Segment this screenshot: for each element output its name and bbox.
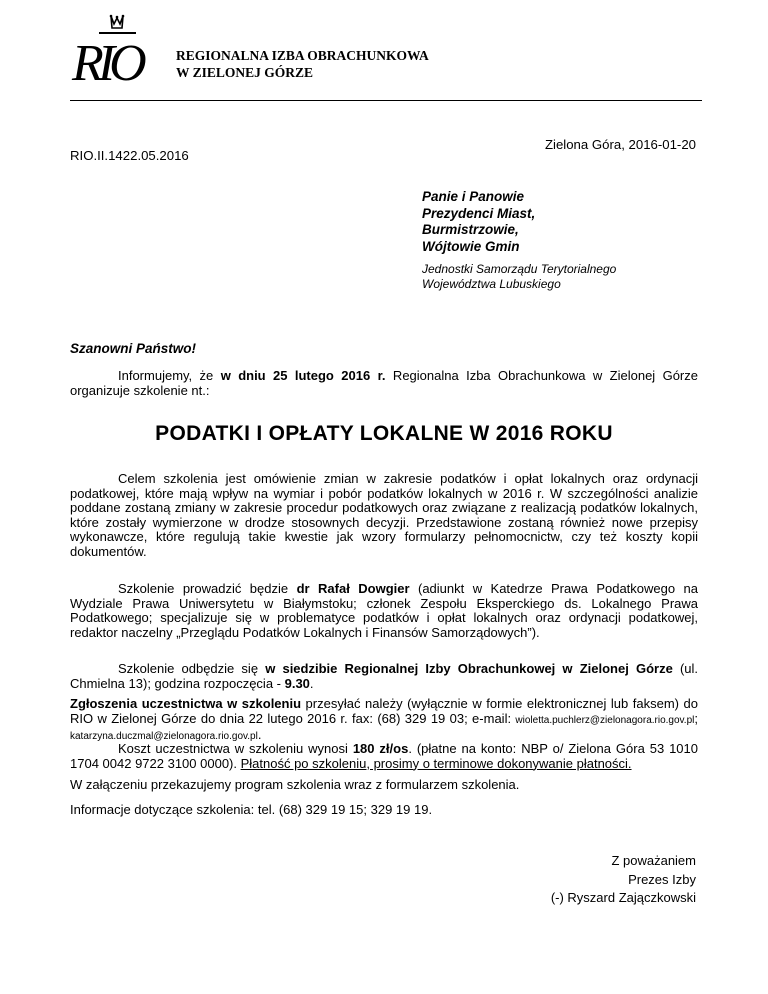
recipient-line: Burmistrzowie, [422, 222, 519, 237]
recipient-sub-line: Jednostki Samorządu Terytorialnego [422, 262, 617, 276]
reference-number: RIO.II.1422.05.2016 [70, 148, 189, 163]
email-separator: ; [694, 710, 698, 726]
trainer-name: dr Rafał Dowgier [296, 581, 410, 596]
organization-name [176, 47, 429, 81]
intro-text-end: Regionalna Izba Obrachunkowa w Zielonej Górze organizuje szkolenie nt.: [70, 368, 698, 398]
recipient-block [422, 189, 535, 255]
intro-text: Informujemy, że [118, 368, 221, 383]
cost-text: Koszt uczestnictwa w szkoleniu wynosi [118, 741, 353, 756]
start-time: 9.30 [284, 675, 310, 691]
intro-paragraph [70, 369, 698, 398]
cost-amount: 180 zł/os [352, 741, 409, 756]
training-title: PODATKI I OPŁATY LOKALNE W 2016 ROKU [155, 422, 613, 445]
recipient-line: Panie i Panowie [422, 189, 525, 204]
recipient-line: Prezydenci Miast, [422, 205, 536, 221]
signature-name: (-) Ryszard Zajączkowski [550, 890, 696, 905]
registration-paragraph [70, 697, 698, 745]
header-divider [70, 100, 702, 101]
venue-text: Szkolenie odbędzie się [118, 661, 266, 676]
org-line-2: W ZIELONEJ GÓRZE [176, 65, 314, 80]
signature-title: Prezes Izby [628, 871, 696, 887]
venue-address: (ul. Chmielna 13); godzina rozpoczęcia - [70, 661, 699, 691]
trainer-text: Szkolenie prowadzić będzie [118, 581, 297, 596]
place-date: Zielona Góra, 2016-01-20 [544, 137, 696, 152]
rio-logo [70, 12, 162, 104]
trainer-bio: (adiunkt w Katedrze Prawa Podatkowego na Wydziale Prawa Uniwersytetu w Białymstoku; członek Zespołu Eksperckiego ds. Lokalnego Prawa Podatkowego; specjalizuje się w problematyce podatków i opłat lokalnych oraz ordynacji podatkowej, redaktor naczelny „Przeglądu Podatków Lokalnych i Finansów Samorządowych”). [70, 581, 699, 640]
org-line-1: REGIONALNA IZBA OBRACHUNKOWA [176, 48, 429, 63]
logo-letters: RIO [72, 35, 141, 92]
attachment-paragraph: W załączeniu przekazujemy program szkolenia wraz z formularzem szkolenia. [70, 777, 520, 792]
signature-closing: Z poważaniem [611, 853, 696, 868]
venue-end: . [309, 675, 314, 691]
salutation: Szanowni Państwo! [70, 341, 197, 356]
purpose-paragraph: Celem szkolenia jest omówienie zmian w zakresie podatków i opłat lokalnych oraz ordynacji podatkowej, które mają wpływ na wymiar i pobór podatków lokalnych w 2016 r. W szczególności analizie poddane zostaną zmiany w zakresie procedur podatkowych oraz związane z realizacją podatków lokalnych, które zostały wymierzone w drodze stosownych decyzji. Przedstawione zostaną również nowe przepisy wykonawcze, które regulują takie kwestie jak wzory formularzy pełnomocnictw, czy też koszty kopii dokumentów. [70, 471, 698, 559]
cost-paragraph [70, 742, 698, 771]
info-paragraph: Informacje dotyczące szkolenia: tel. (68) 329 19 15; 329 19 19. [70, 802, 433, 817]
recipient-line: Wójtowie Gmin [422, 238, 520, 254]
trainer-paragraph [70, 582, 698, 640]
email-link-1[interactable]: wioletta.puchlerz@zielonagora.rio.gov.pl [515, 714, 695, 726]
registration-lead: Zgłoszenia uczestnictwa w szkoleniu [70, 696, 302, 711]
intro-date: w dniu 25 lutego 2016 r. [220, 368, 386, 383]
email-link-2[interactable]: katarzyna.duczmal@zielonagora.rio.gov.pl [70, 731, 258, 742]
payment-note: Płatność po szkoleniu, prosimy o terminowe dokonywanie płatności. [240, 755, 632, 771]
venue-place: w siedzibie Regionalnej Izby Obrachunkowej w Zielonej Górze [265, 661, 673, 676]
registration-end: . [257, 727, 262, 742]
recipient-sub-line: Województwa Lubuskiego [422, 276, 561, 291]
registration-text: przesyłać należy (wyłącznie w formie elektronicznej lub faksem) do RIO w Zielonej Górze do dnia 22 lutego 2016 r. fax: (68) 329 19 03; e-mail: [70, 696, 698, 726]
venue-paragraph [70, 662, 698, 691]
cost-account: . (płatne na konto: NBP o/ Zielona Góra 53 1010 1704 0042 9722 3100 0000). [70, 741, 698, 771]
signature-block [551, 852, 696, 908]
recipient-sub-block [422, 262, 616, 291]
